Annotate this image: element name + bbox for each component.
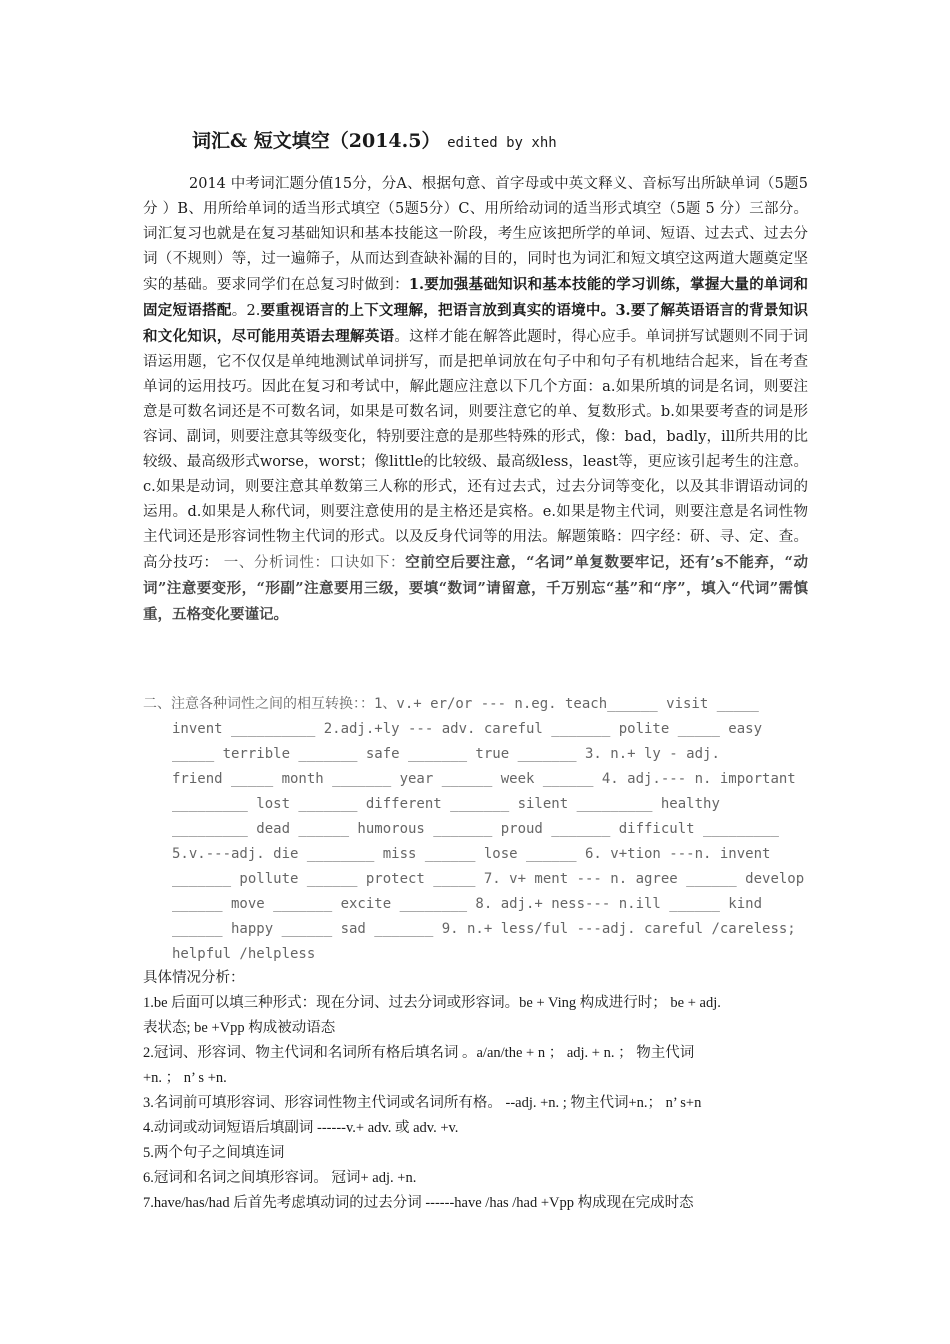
conversion-line: ______ happy ______ sad _______ 9. n.+ less/ful ---adj. careful /careless; xyxy=(172,921,796,937)
intro-paragraph xyxy=(143,172,808,628)
analysis-line: +n. ； n’ s +n. xyxy=(143,1070,227,1086)
conversion-line: 5.v.---adj. die ________ miss ______ lose ______ 6. v+tion ---n. invent xyxy=(172,846,771,862)
analysis-line: 6.冠词和名词之间填形容词。 冠词+ adj. +n. xyxy=(143,1170,417,1186)
conversion-line: _________ lost _______ different _______ silent _________ healthy xyxy=(172,796,720,812)
title-subtitle: edited by xhh xyxy=(447,135,557,151)
conversion-line: _______ pollute ______ protect _____ 7. v+ ment --- n. agree ______ develop xyxy=(172,871,805,887)
document-title xyxy=(192,126,557,153)
intro-text-3: 。这样才能在解答此题时，得心应手。单词拼写试题则不同于词语运用题，它不仅仅是单纯地测试单词拼写，而是把单词放在句子中和句子有机地结合起来，旨在考查单词的运用技巧。因此在复习和考试中，解此题应注意以下几个方面：a.如果所填的词是名词，则要注意是可数名词还是不可数名词，如果是可数名词，则要注意它的单、复数形式。b.如果要考查的词是形容词、副词，则要注意其等级变化，特别要注意的是那些特殊的形式，像：bad，badly，ill所共用的比较级、最高级形式worse，worst；像little的比较级、最高级less，least等，更应该引起考生的注意。c.如果是动词，则要注意其单数第三人称的形式，还有过去式，过去分词等变化，以及其非谓语动词的运用。d.如果是人称代词，则要注意使用的是主格还是宾格。e.如果是物主代词，则要注意是名词性物主代词还是形容词性物主代词的形式。以及反身代词等的用法。解题策略：四字经：研、寻、定、查。高分技巧： xyxy=(143,329,808,571)
analysis-heading: 具体情况分析： xyxy=(143,970,245,986)
analysis-line: 4.动词或动词短语后填副词 ------v.+ adv. 或 adv. +v. xyxy=(143,1120,459,1136)
analysis-line: 2.冠词、形容词、物主代词和名词所有格后填名词 。a/an/the + n ； adj. + n. ； 物主代词 xyxy=(143,1045,695,1061)
intro-bold-1: 1.要加强基础知识和基本技能的学习训练，掌握大量的单词和固定短语搭配 xyxy=(143,276,809,319)
intro-bold-2: 要重视语言的上下文理解，把语言放到真实的语境中。3.要了解英语语言的背景知识和文化知识，尽可能用英语去理解英语 xyxy=(143,302,809,345)
intro-gray-text: 一、分析词性：口诀如下： xyxy=(218,555,406,571)
analysis-line: 1.be 后面可以填三种形式：现在分词、过去分词或形容词。be + Ving 构成进行时； be + adj. xyxy=(143,995,721,1011)
analysis-line: 表状态; be +Vpp 构成被动语态 xyxy=(143,1020,336,1036)
conversion-line: ______ move _______ excite ________ 8. adj.+ ness--- n.ill ______ kind xyxy=(172,896,763,912)
conversion-line: _____ terrible _______ safe _______ true _______ 3. n.+ ly - adj. xyxy=(172,746,720,762)
conversion-line: 二、注意各种词性之间的相互转换：：1、v.+ er/or --- n.eg. teach______ visit _____ xyxy=(143,696,759,712)
conversion-line: invent __________ 2.adj.+ly --- adv. careful _______ polite _____ easy xyxy=(172,721,763,737)
analysis-section xyxy=(143,966,808,1216)
analysis-line: 3.名词前可填形容词、形容词性物主代词或名词所有格。 --adj. +n. ; 物主代词+n.； n’ s+n xyxy=(143,1095,702,1111)
intro-text-2: 。2. xyxy=(231,303,261,319)
word-conversion-section xyxy=(143,692,808,967)
conversion-line: friend _____ month _______ year ______ week ______ 4. adj.--- n. important xyxy=(172,771,796,787)
intro-mnemonic: 空前空后要注意，“名词”单复数要牢记，还有’s不能弃，“动词”注意要变形，“形副”注意要用三级，要填“数词”请留意，千万别忘“基”和“序”，填入“代词”需慎重，五格变化要谨记。 xyxy=(143,554,809,623)
conversion-line: _________ dead ______ humorous _______ proud _______ difficult _________ xyxy=(172,821,779,837)
conversion-line: helpful /helpless xyxy=(172,946,316,962)
analysis-line: 7.have/has/had 后首先考虑填动词的过去分词 ------have /has /had +Vpp 构成现在完成时态 xyxy=(143,1195,694,1211)
title-main: 词汇& 短文填空（2014.5） xyxy=(192,130,441,152)
analysis-line: 5.两个句子之间填连词 xyxy=(143,1145,285,1161)
intro-text-1: 2014 中考词汇题分值15分，分A、根据句意、首字母或中英文释义、音标写出所缺单词（5题5分 ）B、用所给单词的适当形式填空（5题5分）C、用所给动词的适当形式填空（5题 5 分）三部分。词汇复习也就是在复习基础知识和基本技能这一阶段，考生应该把所学的单词、短语、过去式、过去分词（不规则）等，过一遍筛子，从而达到查缺补漏的目的，同时也为词汇和短文填空这两道大题奠定坚实的基础。要求同学们在总复习时做到： xyxy=(143,176,808,293)
